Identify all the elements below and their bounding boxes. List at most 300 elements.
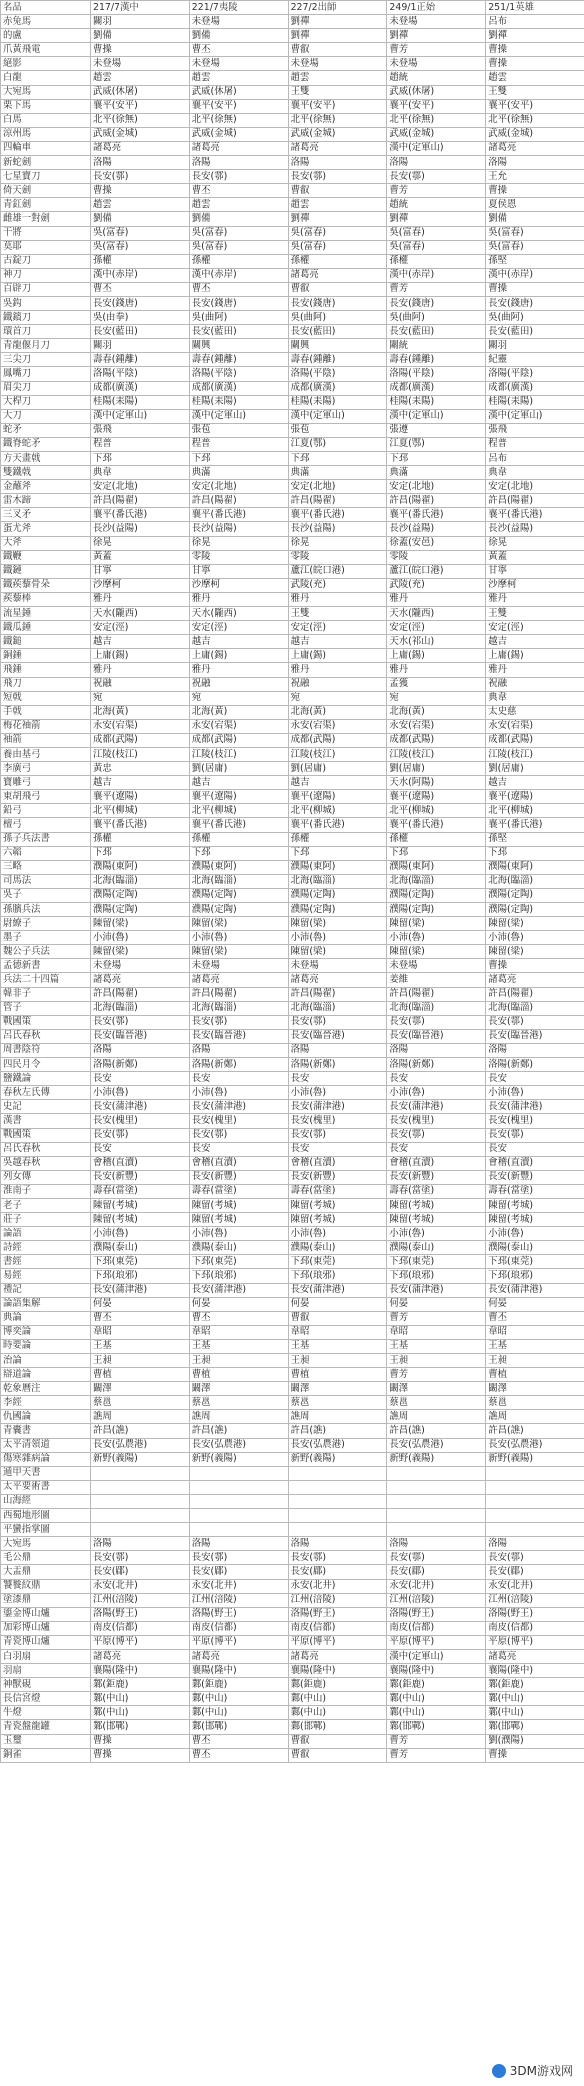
location-cell: 北平(柳城) [91,804,190,818]
item-name-cell: 尉繚子 [1,917,91,931]
location-cell: 王昶 [91,1354,190,1368]
location-cell: 雅丹 [91,592,190,606]
location-cell: 譙周 [189,1410,288,1424]
table-row [1,1339,584,1353]
location-cell: 許昌(陽翟) [189,494,288,508]
location-cell: 安定(涇) [288,621,387,635]
location-cell: 長安 [486,1072,584,1086]
location-cell: 諸葛亮 [91,141,190,155]
location-cell: 蔡邕 [486,1396,584,1410]
location-cell: 孫權 [189,254,288,268]
table-row [1,170,584,184]
location-cell [387,1523,486,1537]
item-name-cell: 方天畫戟 [1,452,91,466]
location-cell: 長安(郿) [387,1565,486,1579]
location-cell: 甘寧 [486,564,584,578]
location-cell: 陳留(考城) [486,1198,584,1212]
location-cell: 長安(新豐) [387,1170,486,1184]
location-cell: 成都(廣漢) [486,381,584,395]
location-cell: 吳(富春) [288,240,387,254]
item-name-cell: 周書陰符 [1,1043,91,1057]
location-cell: 漢中(定軍山) [387,409,486,423]
location-cell: 曹丕 [189,1311,288,1325]
location-cell: 劉禪 [486,29,584,43]
location-cell: 譙周 [387,1410,486,1424]
location-cell: 濮陽(定陶) [288,903,387,917]
location-cell: 孫堅 [486,832,584,846]
table-row [1,790,584,804]
location-cell: 漢中(定軍山) [189,409,288,423]
item-name-cell: 典論 [1,1311,91,1325]
location-cell: 王雙 [288,85,387,99]
location-cell: 未登場 [91,959,190,973]
site-watermark [489,2061,576,2080]
location-cell: 長安(鄠) [288,1128,387,1142]
location-cell: 劉(居庸) [189,762,288,776]
location-cell: 長安(新豐) [91,1170,190,1184]
table-row [1,381,584,395]
table-row [1,1551,584,1565]
location-cell: 吳(由拳) [91,311,190,325]
location-cell: 諸葛亮 [189,973,288,987]
location-cell [189,1509,288,1523]
location-cell: 鄴(中山) [189,1706,288,1720]
table-row [1,1001,584,1015]
location-cell: 洛陽(野王) [189,1607,288,1621]
location-cell: 未登場 [189,57,288,71]
location-cell: 壽春(當塗) [486,1184,584,1198]
location-cell: 長安(槐里) [486,1114,584,1128]
location-cell: 零陵 [288,550,387,564]
item-name-cell: 四輪車 [1,141,91,155]
item-name-cell: 六韜 [1,846,91,860]
location-cell: 陳留(梁) [288,945,387,959]
location-cell: 張飛 [91,423,190,437]
location-cell: 趙雲 [189,71,288,85]
item-name-cell: 山海經 [1,1494,91,1508]
table-row [1,409,584,423]
location-cell: 越吉 [486,635,584,649]
location-cell: 徐晃 [91,536,190,550]
location-cell: 長安(鄠) [288,1015,387,1029]
location-cell: 許昌(譙) [288,1424,387,1438]
header-item-name: 名品 [1,1,91,15]
location-cell: 長安(鄠) [189,1551,288,1565]
location-cell: 北海(臨淄) [189,1001,288,1015]
item-name-cell: 白龍 [1,71,91,85]
table-row [1,1664,584,1678]
location-cell: 沙摩柯 [91,578,190,592]
item-name-cell: 鉛弓 [1,804,91,818]
location-cell: 長安(鄠) [91,170,190,184]
item-name-cell: 袖箭 [1,733,91,747]
table-row [1,1537,584,1551]
location-cell: 雅丹 [486,663,584,677]
location-cell: 徐蓋(安邑) [387,536,486,550]
location-cell: 劉備 [91,29,190,43]
location-cell [288,1480,387,1494]
location-cell: 南皮(信都) [288,1621,387,1635]
location-cell: 長安(弘農港) [486,1438,584,1452]
location-cell: 長安 [189,1072,288,1086]
location-cell: 北海(黃) [189,705,288,719]
item-name-cell: 神獸硯 [1,1678,91,1692]
location-cell: 陳留(梁) [91,945,190,959]
table-row [1,1452,584,1466]
item-name-cell: 魏公子兵法 [1,945,91,959]
table-row [1,719,584,733]
location-cell: 洛陽 [91,1043,190,1057]
header-period-2: 221/7夷陵 [189,1,288,15]
location-cell [189,1494,288,1508]
location-cell: 曹芳 [387,43,486,57]
location-cell: 曹芳 [387,1368,486,1382]
location-cell: 譙周 [486,1410,584,1424]
location-cell: 呂布 [486,15,584,29]
item-name-cell: 時要論 [1,1339,91,1353]
location-cell: 鄴(鉅鹿) [189,1678,288,1692]
table-row [1,1692,584,1706]
location-cell: 小沛(魯) [288,1086,387,1100]
location-cell: 洛陽 [486,156,584,170]
table-row [1,494,584,508]
item-name-cell: 短戟 [1,691,91,705]
item-name-cell: 養由基弓 [1,747,91,761]
watermark-text: 3DM游戏网 [509,2064,573,2078]
location-cell: 小沛(魯) [288,931,387,945]
item-name-cell: 銅雀 [1,1748,91,1762]
item-name-cell: 大盂鼎 [1,1565,91,1579]
location-cell: 濮陽(泰山) [387,1241,486,1255]
location-cell: 宛 [189,691,288,705]
location-cell: 諸葛亮 [189,141,288,155]
item-name-cell: 金蘸斧 [1,480,91,494]
location-cell: 零陵 [189,550,288,564]
location-cell: 永安(宕渠) [486,719,584,733]
location-cell: 孫權 [387,254,486,268]
location-cell: 許昌(陽翟) [387,987,486,1001]
table-row [1,973,584,987]
location-cell: 安定(北地) [486,480,584,494]
location-cell: 襄平(番氏港) [91,508,190,522]
table-row [1,945,584,959]
table-row [1,621,584,635]
location-cell: 許昌(陽翟) [288,987,387,1001]
location-cell: 孫權 [288,254,387,268]
table-row [1,1015,584,1029]
location-cell: 王基 [91,1339,190,1353]
location-cell: 越吉 [288,776,387,790]
location-cell: 濮陽(定陶) [189,903,288,917]
location-cell: 典滿 [387,466,486,480]
table-row [1,1410,584,1424]
location-cell: 王允 [486,170,584,184]
location-cell: 零陵 [387,550,486,564]
location-cell: 太史慈 [486,705,584,719]
location-cell: 襄平(遼陽) [387,790,486,804]
location-cell: 曹操 [91,1734,190,1748]
location-cell: 曹操 [91,1748,190,1762]
location-cell: 蔡邕 [91,1396,190,1410]
location-cell: 長安(槐里) [288,1114,387,1128]
table-row [1,1029,584,1043]
item-name-cell: 雷木蹄 [1,494,91,508]
location-cell: 洛陽 [288,156,387,170]
location-cell: 陳留(考城) [189,1198,288,1212]
location-cell [486,1494,584,1508]
location-cell: 襄平(安平) [288,99,387,113]
table-row [1,1734,584,1748]
location-cell: 長安(臨晉港) [91,1029,190,1043]
table-row [1,1325,584,1339]
location-cell: 典韋 [486,691,584,705]
location-cell: 北海(臨淄) [387,874,486,888]
item-name-cell: 蒺藜棒 [1,592,91,606]
item-name-cell: 爪黃飛電 [1,43,91,57]
location-cell: 孟獲 [387,677,486,691]
location-cell: 王昶 [387,1354,486,1368]
location-cell: 襄陽(隆中) [91,1664,190,1678]
location-cell: 武威(休屠) [189,85,288,99]
item-name-cell: 墨子 [1,931,91,945]
location-cell: 許昌(陽翟) [189,987,288,1001]
table-row [1,1678,584,1692]
location-cell [387,1509,486,1523]
table-row [1,254,584,268]
table-row [1,1100,584,1114]
location-cell: 襄平(遼陽) [189,790,288,804]
location-cell [486,1466,584,1480]
item-name-cell: 梅花袖箭 [1,719,91,733]
item-name-cell: 長信宮燈 [1,1692,91,1706]
location-cell: 陳留(考城) [91,1198,190,1212]
location-cell: 劉禪 [288,29,387,43]
location-cell: 典韋 [91,466,190,480]
table-row [1,325,584,339]
item-name-cell: 鐵鏈 [1,564,91,578]
location-cell: 闞澤 [387,1382,486,1396]
location-cell: 王雙 [486,607,584,621]
location-cell: 趙雲 [189,198,288,212]
location-cell: 濮陽(東阿) [189,860,288,874]
location-cell: 長安(鄠) [91,1128,190,1142]
location-cell: 北海(臨淄) [91,874,190,888]
item-name-cell: 涼州馬 [1,127,91,141]
location-cell: 長安(錢唐) [486,296,584,310]
location-cell: 漢中(赤岸) [189,268,288,282]
location-cell: 蔡邕 [288,1396,387,1410]
location-cell: 長安(弘農港) [189,1438,288,1452]
item-name-cell: 太平清領道 [1,1438,91,1452]
location-cell: 未登場 [387,15,486,29]
location-cell: 王昶 [486,1354,584,1368]
location-cell: 北海(臨淄) [486,1001,584,1015]
table-row [1,1438,584,1452]
location-cell: 洛陽 [189,156,288,170]
table-row [1,1396,584,1410]
table-row [1,339,584,353]
location-cell: 陳留(考城) [288,1213,387,1227]
location-cell: 洛陽 [387,1043,486,1057]
location-cell: 鄴(中山) [486,1706,584,1720]
location-cell: 洛陽 [189,1043,288,1057]
table-row [1,888,584,902]
location-cell: 未登場 [91,57,190,71]
location-cell: 黃蓋 [91,550,190,564]
location-cell: 會稽(直瀆) [288,1156,387,1170]
location-cell: 小沛(魯) [91,1227,190,1241]
location-cell: 永安(北井) [189,1579,288,1593]
table-row [1,156,584,170]
location-cell: 襄陽(隆中) [189,1664,288,1678]
location-cell: 沙摩柯 [189,578,288,592]
table-row [1,931,584,945]
location-cell: 長安(蒲津港) [288,1100,387,1114]
table-row [1,663,584,677]
location-cell: 諸葛亮 [91,973,190,987]
location-cell: 下邳 [288,846,387,860]
item-name-cell: 栗下馬 [1,99,91,113]
location-cell: 長安(蒲津港) [91,1100,190,1114]
location-cell: 天水(隴西) [91,607,190,621]
item-name-cell: 百辟刀 [1,282,91,296]
item-name-cell: 檀弓 [1,818,91,832]
location-cell: 長安(鄠) [486,1551,584,1565]
location-cell: 何晏 [189,1297,288,1311]
location-cell: 王基 [387,1339,486,1353]
location-cell: 韋昭 [387,1325,486,1339]
location-cell: 曹植 [288,1368,387,1382]
location-cell: 祝融 [288,677,387,691]
table-row [1,1579,584,1593]
location-cell: 長安 [189,1142,288,1156]
item-name-cell: 雙鐵戟 [1,466,91,480]
item-name-cell: 吳子 [1,888,91,902]
location-cell: 長安(弘農港) [387,1438,486,1452]
location-cell: 北平(柳城) [288,804,387,818]
location-cell: 韋昭 [91,1325,190,1339]
location-cell: 鄴(鉅鹿) [387,1678,486,1692]
location-cell: 徐晃 [288,536,387,550]
table-row [1,437,584,451]
table-row [1,1382,584,1396]
item-name-cell: 鐵脊蛇矛 [1,437,91,451]
item-name-cell: 四民月令 [1,1058,91,1072]
location-cell: 闞澤 [288,1382,387,1396]
table-row [1,705,584,719]
item-name-cell: 西蜀地形圖 [1,1509,91,1523]
location-cell: 長安(藍田) [387,325,486,339]
item-name-cell: 青瓷博山爐 [1,1635,91,1649]
location-cell: 安定(涇) [387,621,486,635]
location-cell: 關羽 [91,15,190,29]
item-name-cell: 三略 [1,860,91,874]
table-row [1,1114,584,1128]
location-cell: 宛 [288,691,387,705]
location-cell: 長安(槐里) [387,1114,486,1128]
location-cell: 新野(義陽) [189,1452,288,1466]
location-cell: 天水(阿陽) [387,776,486,790]
item-name-cell: 大斧 [1,536,91,550]
location-cell: 洛陽 [387,1537,486,1551]
table-row [1,240,584,254]
table-row [1,550,584,564]
item-name-cell: 書經 [1,1255,91,1269]
location-cell: 長沙(益陽) [189,522,288,536]
location-cell: 洛陽(新鄭) [387,1058,486,1072]
header-period-4: 249/1正始 [387,1,486,15]
location-cell: 襄平(遼陽) [288,790,387,804]
location-cell: 濮陽(定陶) [486,903,584,917]
location-cell [91,1466,190,1480]
location-cell: 鄴(中山) [387,1692,486,1706]
location-cell: 王昶 [189,1354,288,1368]
location-cell: 鄴(鉅鹿) [486,1678,584,1692]
location-cell: 北海(臨淄) [91,1001,190,1015]
location-cell: 鄴(邯鄲) [91,1720,190,1734]
location-cell: 襄平(番氏港) [387,508,486,522]
location-cell: 平原(博平) [189,1635,288,1649]
location-cell: 長安(蒲津港) [486,1100,584,1114]
location-cell: 趙雲 [486,71,584,85]
table-row [1,1748,584,1762]
location-cell: 永安(北井) [288,1579,387,1593]
table-row [1,127,584,141]
location-cell: 張苞 [189,423,288,437]
location-cell: 趙雲 [288,71,387,85]
location-cell: 劉(濮陽) [486,1734,584,1748]
location-cell: 長安(鄠) [189,1128,288,1142]
location-cell: 越吉 [91,635,190,649]
location-cell: 濮陽(定陶) [91,903,190,917]
location-cell: 蘆江(皖口港) [387,564,486,578]
location-cell: 劉禪 [288,212,387,226]
location-cell: 濮陽(東阿) [486,860,584,874]
location-cell: 王基 [189,1339,288,1353]
item-name-cell: 白馬 [1,113,91,127]
location-cell: 吳(富春) [486,240,584,254]
table-row [1,113,584,127]
item-name-cell: 饕餮紋鼎 [1,1579,91,1593]
header-period-5: 251/1英雄 [486,1,584,15]
item-name-cell: 孫臏兵法 [1,903,91,917]
location-cell: 漢中(定軍山) [91,409,190,423]
location-cell: 曹叡 [288,1734,387,1748]
location-cell: 吳(富春) [91,226,190,240]
location-cell: 洛陽(新鄭) [189,1058,288,1072]
table-row [1,818,584,832]
item-name-cell: 鐵鎚 [1,635,91,649]
location-cell: 江夏(鄂) [387,437,486,451]
location-cell: 越吉 [189,776,288,790]
table-row [1,762,584,776]
location-cell: 陳留(考城) [288,1198,387,1212]
location-cell: 孫權 [189,832,288,846]
location-cell: 曹丕 [189,1748,288,1762]
item-name-cell: 春秋左氏傳 [1,1086,91,1100]
location-cell: 劉(居庸) [288,762,387,776]
location-cell: 長安(藍田) [189,325,288,339]
location-cell: 南皮(信都) [387,1621,486,1635]
table-row [1,747,584,761]
location-cell [387,1494,486,1508]
location-cell: 長安(鄠) [91,1015,190,1029]
header-period-3: 227/2出師 [288,1,387,15]
location-cell: 孫權 [387,832,486,846]
location-cell: 洛陽(野王) [387,1607,486,1621]
location-cell: 北海(臨淄) [189,874,288,888]
table-row [1,592,584,606]
